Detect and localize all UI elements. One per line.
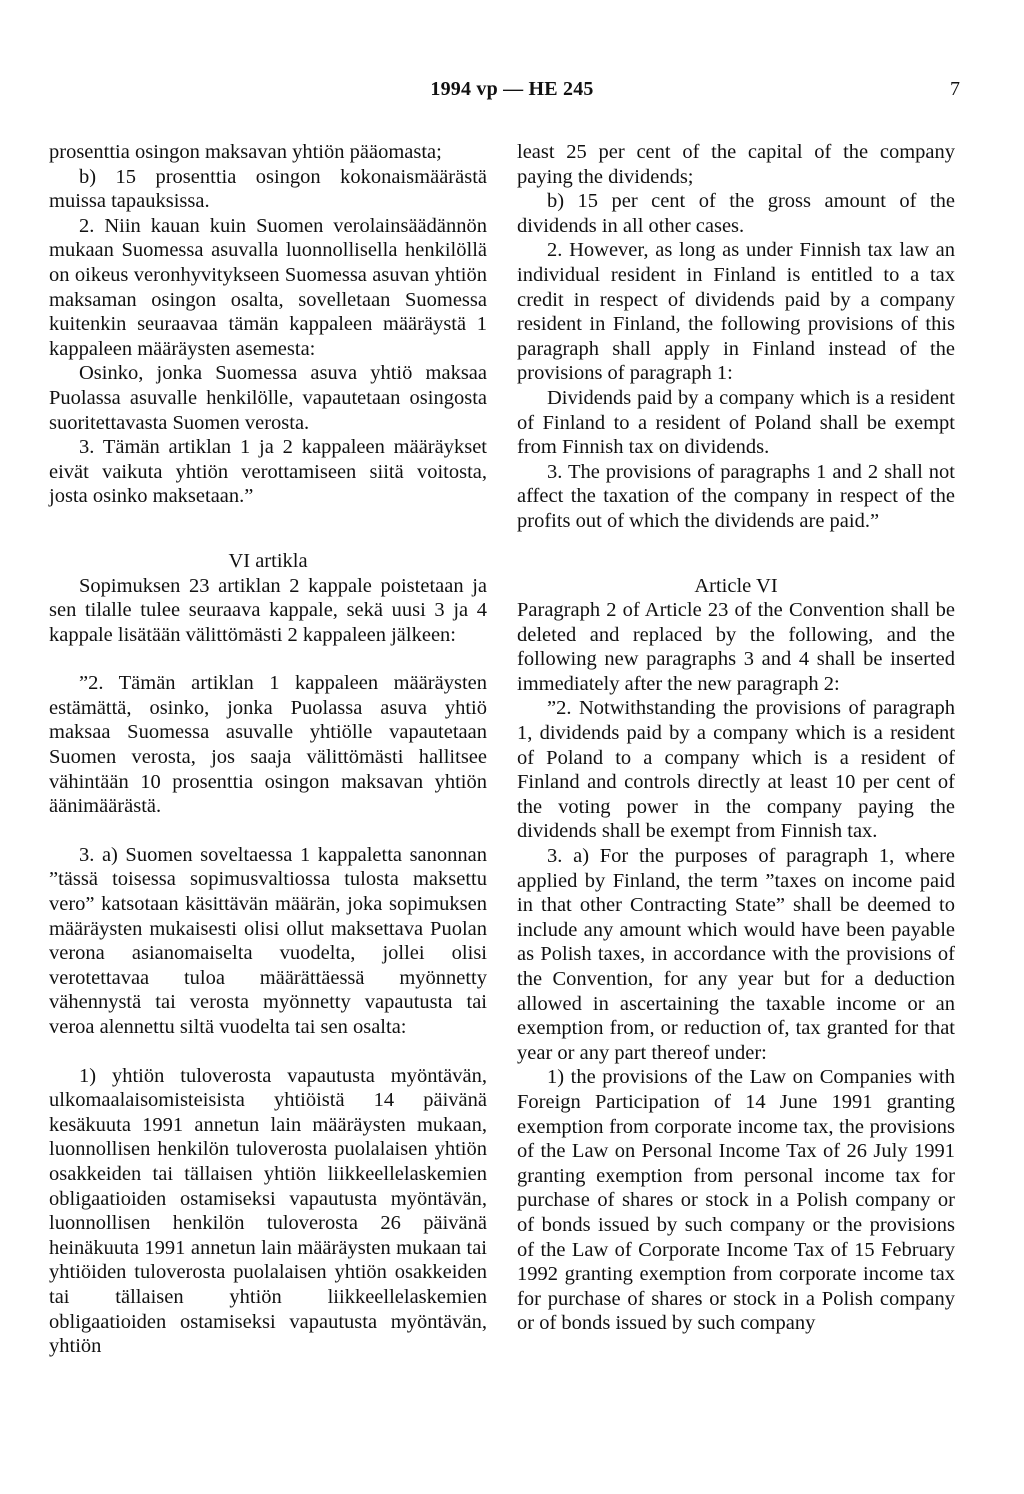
finnish-column	[49, 140, 487, 1359]
en-paragraph-5: 3. The provisions of paragraphs 1 and 2 shall not affect the taxation of the company in respect of the profits out of which the dividends are paid.”	[517, 460, 955, 532]
fi-paragraph-4: Osinko, jonka Suomessa asuva yhtiö maksaa Puolassa asuvalle henkilölle, vapautetaan osingosta suoritettavasta Suomen verosta.	[49, 362, 487, 434]
fi-paragraph-1: prosenttia osingon maksavan yhtiön pääomasta;	[49, 141, 442, 163]
en-paragraph-2: b) 15 per cent of the gross amount of the dividends in all other cases.	[517, 190, 955, 237]
en-paragraph-7: ”2. Notwithstanding the provisions of paragraph 1, dividends paid by a company which is a resident of Poland to a company which is a resident of Finland and controls directly at least 10 per cent of the voting power in the company paying the dividends shall be exempt from Finnish tax.	[517, 697, 955, 843]
en-paragraph-8: 3. a) For the purposes of paragraph 1, where applied by Finland, the term ”taxes on income paid in that other Contracting State” shall be deemed to include any amount which would have been payable as Polish taxes, in accordance with the provisions of the Convention, for any year but for a deduction allowed in ascertaining the taxable income or an exemption from, or reduction of, tax granted for that year or any part thereof under:	[517, 845, 955, 1064]
en-paragraph-6: Paragraph 2 of Article 23 of the Convention shall be deleted and replaced by the following, and the following new paragraphs 3 and 4 shall be inserted immediately after the new paragraph 2:	[517, 599, 955, 695]
en-article-heading: Article VI	[694, 574, 778, 597]
fi-paragraph-5: 3. Tämän artiklan 1 ja 2 kappaleen määräykset eivät vaikuta yhtiön verottamiseen siitä voitosta, josta osinko maksetaan.”	[49, 436, 487, 508]
fi-paragraph-7: ”2. Tämän artiklan 1 kappaleen määräysten estämättä, osinko, jonka Puolassa asuva yhtiö maksaa Suomessa asuvalle yhtiölle vapautetaan Suomen verosta, jos saaja välittömästi hallitsee vähintään 10 prosenttia osingon maksavan yhtiön äänimäärästä.	[49, 672, 487, 818]
fi-paragraph-2: b) 15 prosenttia osingon kokonaismäärästä muissa tapauksissa.	[49, 165, 487, 213]
running-title: 1994 vp — HE 245	[430, 78, 594, 100]
page-number: 7	[950, 78, 960, 100]
page-header	[0, 78, 1024, 108]
fi-paragraph-3: 2. Niin kauan kuin Suomen verolainsäädännön mukaan Suomessa asuvalla luonnollisella henkilöllä on oikeus veronhyvitykseen Suomessa asuvan yhtiön maksaman osingon osalta, sovelletaan Suomessa kuitenkin seuraavaa tämän kappaleen määräystä 1 kappaleen määräysten asemesta:	[49, 214, 487, 360]
fi-paragraph-6: Sopimuksen 23 artiklan 2 kappale poistetaan ja sen tilalle tulee seuraava kappale, sekä uusi 3 ja 4 kappale lisätään välittömästi 2 kappaleen jälkeen:	[49, 574, 487, 646]
fi-paragraph-9: 1) yhtiön tuloverosta vapautusta myöntävän, ulkomaalaisomisteisista yhtiöistä 14 päivänä kesäkuuta 1991 annetun lain määräysten mukaan, luonnollisen henkilön tuloverosta puolalaisen yhtiön osakkeiden tai tällaisen yhtiön liikkeellelaskemien obligaatioiden ostamiseksi vapautusta myöntävän, luonnollisen henkilön tuloverosta 26 päivänä heinäkuuta 1991 annetun lain määräysten mukaan tai yhtiöiden tuloverosta puolalaisen yhtiön osakkeiden tai tällaisen yhtiön liikkeellelaskemien obligaatioiden ostamiseksi vapautusta myöntävän, yhtiön	[49, 1064, 487, 1358]
english-column	[517, 140, 955, 1336]
fi-article-heading: VI artikla	[228, 549, 308, 572]
fi-paragraph-8: 3. a) Suomen soveltaessa 1 kappaletta sanonnan ”tässä toisessa sopimusvaltiossa tulosta maksettu vero” katsotaan käsittävän määrän, joka sopimuksen määräysten mukaisesti olisi ollut maksettava Puolan verona asianomaiselta vuodelta, jollei olisi verotettavaa tuloa määrättäessä myönnetty vähennystä tai verosta myönnetty vapautusta tai veroa alennettu siltä vuodelta tai sen osalta:	[49, 843, 487, 1038]
en-paragraph-9: 1) the provisions of the Law on Companies with Foreign Participation of 14 June 1991 granting exemption from corporate income tax, the provisions of the Law on Personal Income Tax of 26 July 1991 granting exemption from personal income tax for purchase of shares or stock in a Polish company or of bonds issued by such company or the provisions of the Law of Corporate Income Tax of 15 February 1992 granting exemption from corporate income tax for purchase of shares or stock in a Polish company or of bonds issued by such company	[517, 1066, 955, 1335]
en-paragraph-3: 2. However, as long as under Finnish tax law an individual resident in Finland is entitled to a tax credit in respect of dividends paid by a company resident in Finland, the following provisions of this paragraph shall apply in Finland instead of the provisions of paragraph 1:	[517, 239, 955, 385]
en-paragraph-1: least 25 per cent of the capital of the company paying the dividends;	[517, 141, 955, 188]
en-paragraph-4: Dividends paid by a company which is a resident of Finland to a resident of Poland shall be exempt from Finnish tax on dividends.	[517, 386, 955, 459]
